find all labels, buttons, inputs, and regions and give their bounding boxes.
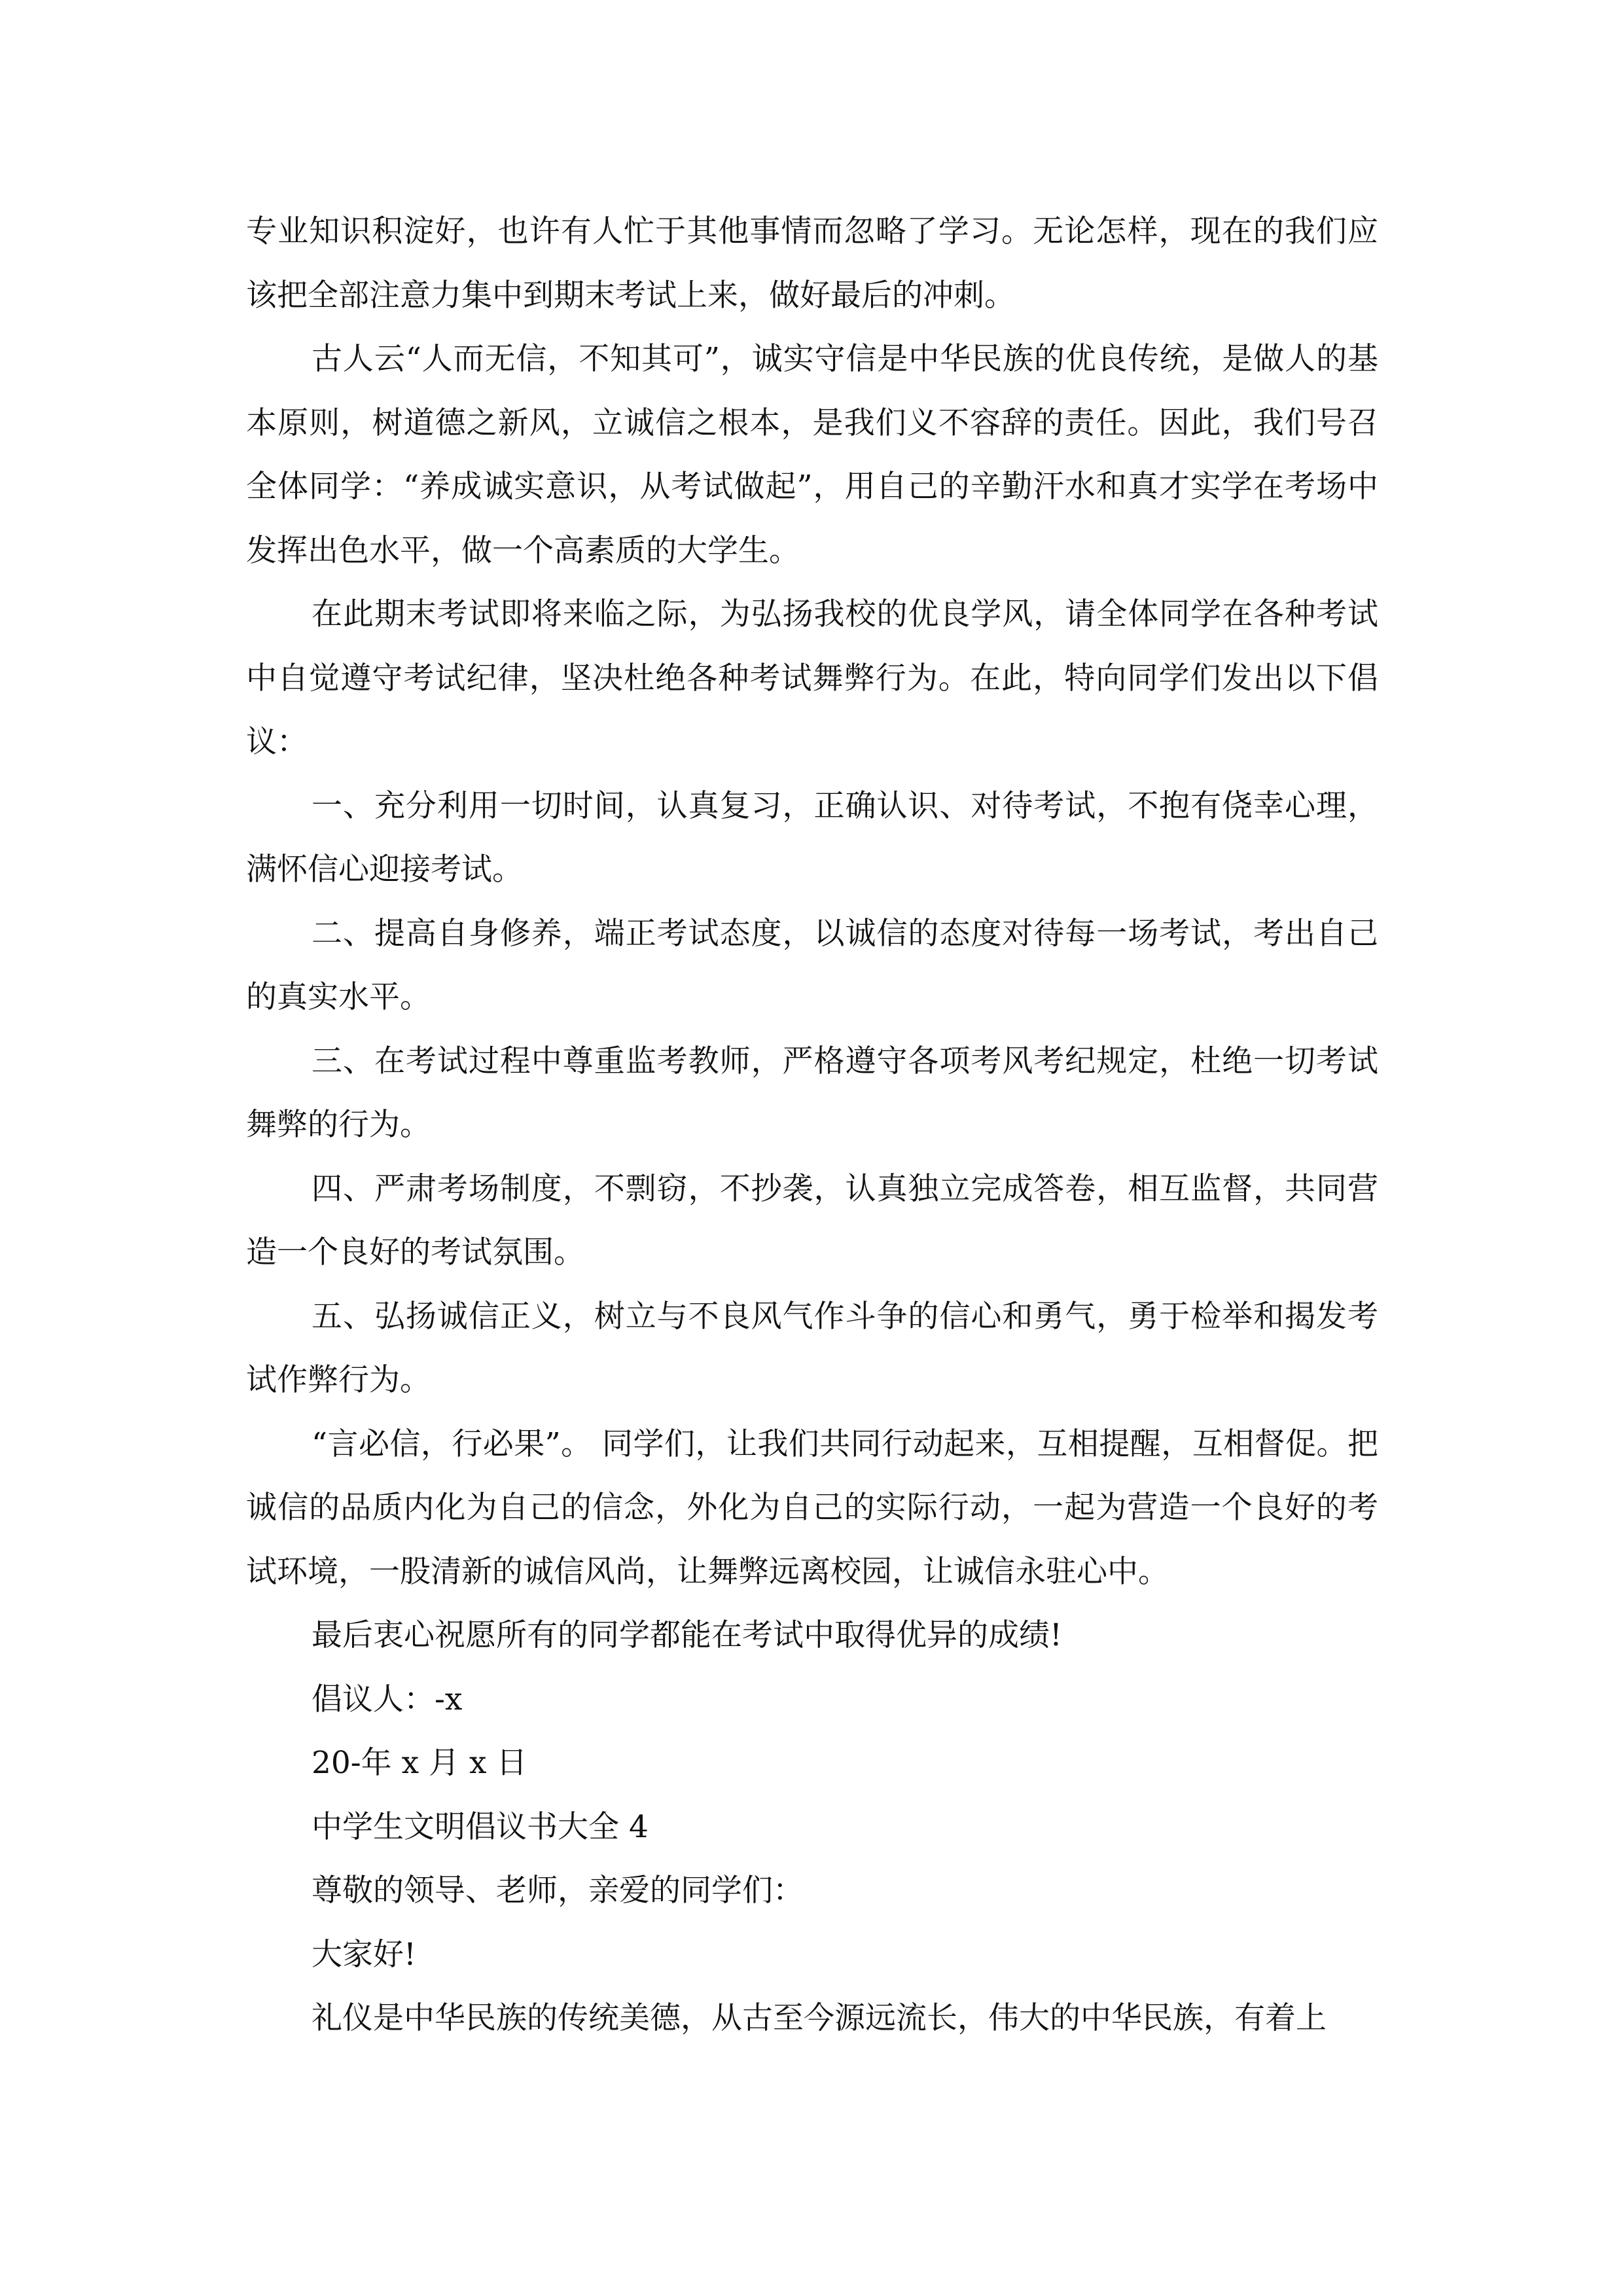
paragraph-call-to-action: “言必信，行必果”。 同学们，让我们共同行动起来，互相提醒，互相督促。把诚信的品质内化为自己的信念，外化为自己的实际行动，一起为营造一个良好的考试环境，一股清新的诚信风尚，让舞弊远离校园，让诚信永驻心中。 xyxy=(246,1426,1378,1590)
paragraph-etiquette-intro: 礼仪是中华民族的传统美德，从古至今源远流长，伟大的中华民族，有着上 xyxy=(312,2000,1327,2036)
proposal-item-5: 五、弘扬诚信正义，树立与不良风气作斗争的信心和勇气，勇于检举和揭发考试作弊行为。 xyxy=(246,1298,1378,1398)
greeting: 大家好! xyxy=(312,1936,416,1973)
paragraph-closing-wish: 最后衷心祝愿所有的同学都能在考试中取得优异的成绩! xyxy=(312,1617,1062,1653)
paragraph-integrity-tradition: 古人云“人而无信，不知其可”，诚实守信是中华民族的优良传统，是做人的基本原则，树道德之新风，立诚信之根本，是我们义不容辞的责任。因此，我们号召全体同学：“养成诚实意识，从考试做起”，用自己的辛勤汗水和真才实学在考场中发挥出色水平，做一个高素质的大学生。 xyxy=(246,341,1378,569)
signature-date: 20-年 x 月 x 日 xyxy=(312,1745,527,1781)
proposal-item-1: 一、充分利用一切时间，认真复习，正确认识、对待考试，不抱有侥幸心理，满怀信心迎接考试。 xyxy=(246,787,1378,888)
document-body xyxy=(246,200,1378,2051)
proposal-item-2: 二、提高自身修养，端正考试态度，以诚信的态度对待每一场考试，考出自己的真实水平。 xyxy=(246,915,1378,1015)
paragraph-continuation: 专业知识积淀好，也许有人忙于其他事情而忽略了学习。无论怎样，现在的我们应该把全部注意力集中到期末考试上来，做好最后的冲刺。 xyxy=(246,213,1378,314)
salutation: 尊敬的领导、老师，亲爱的同学们： xyxy=(312,1873,804,1909)
proposal-item-4: 四、严肃考场制度，不剽窃，不抄袭，认真独立完成答卷，相互监督，共同营造一个良好的考试氛围。 xyxy=(246,1170,1378,1270)
paragraph-exam-appeal: 在此期末考试即将来临之际，为弘扬我校的优良学风，请全体同学在各种考试中自觉遵守考试纪律，坚决杜绝各种考试舞弊行为。在此，特向同学们发出以下倡议： xyxy=(246,596,1378,760)
signature-initiator: 倡议人：-x xyxy=(312,1681,463,1717)
proposal-item-3: 三、在考试过程中尊重监考教师，严格遵守各项考风考纪规定，杜绝一切考试舞弊的行为。 xyxy=(246,1043,1378,1143)
section-heading: 中学生文明倡议书大全 4 xyxy=(312,1808,649,1845)
